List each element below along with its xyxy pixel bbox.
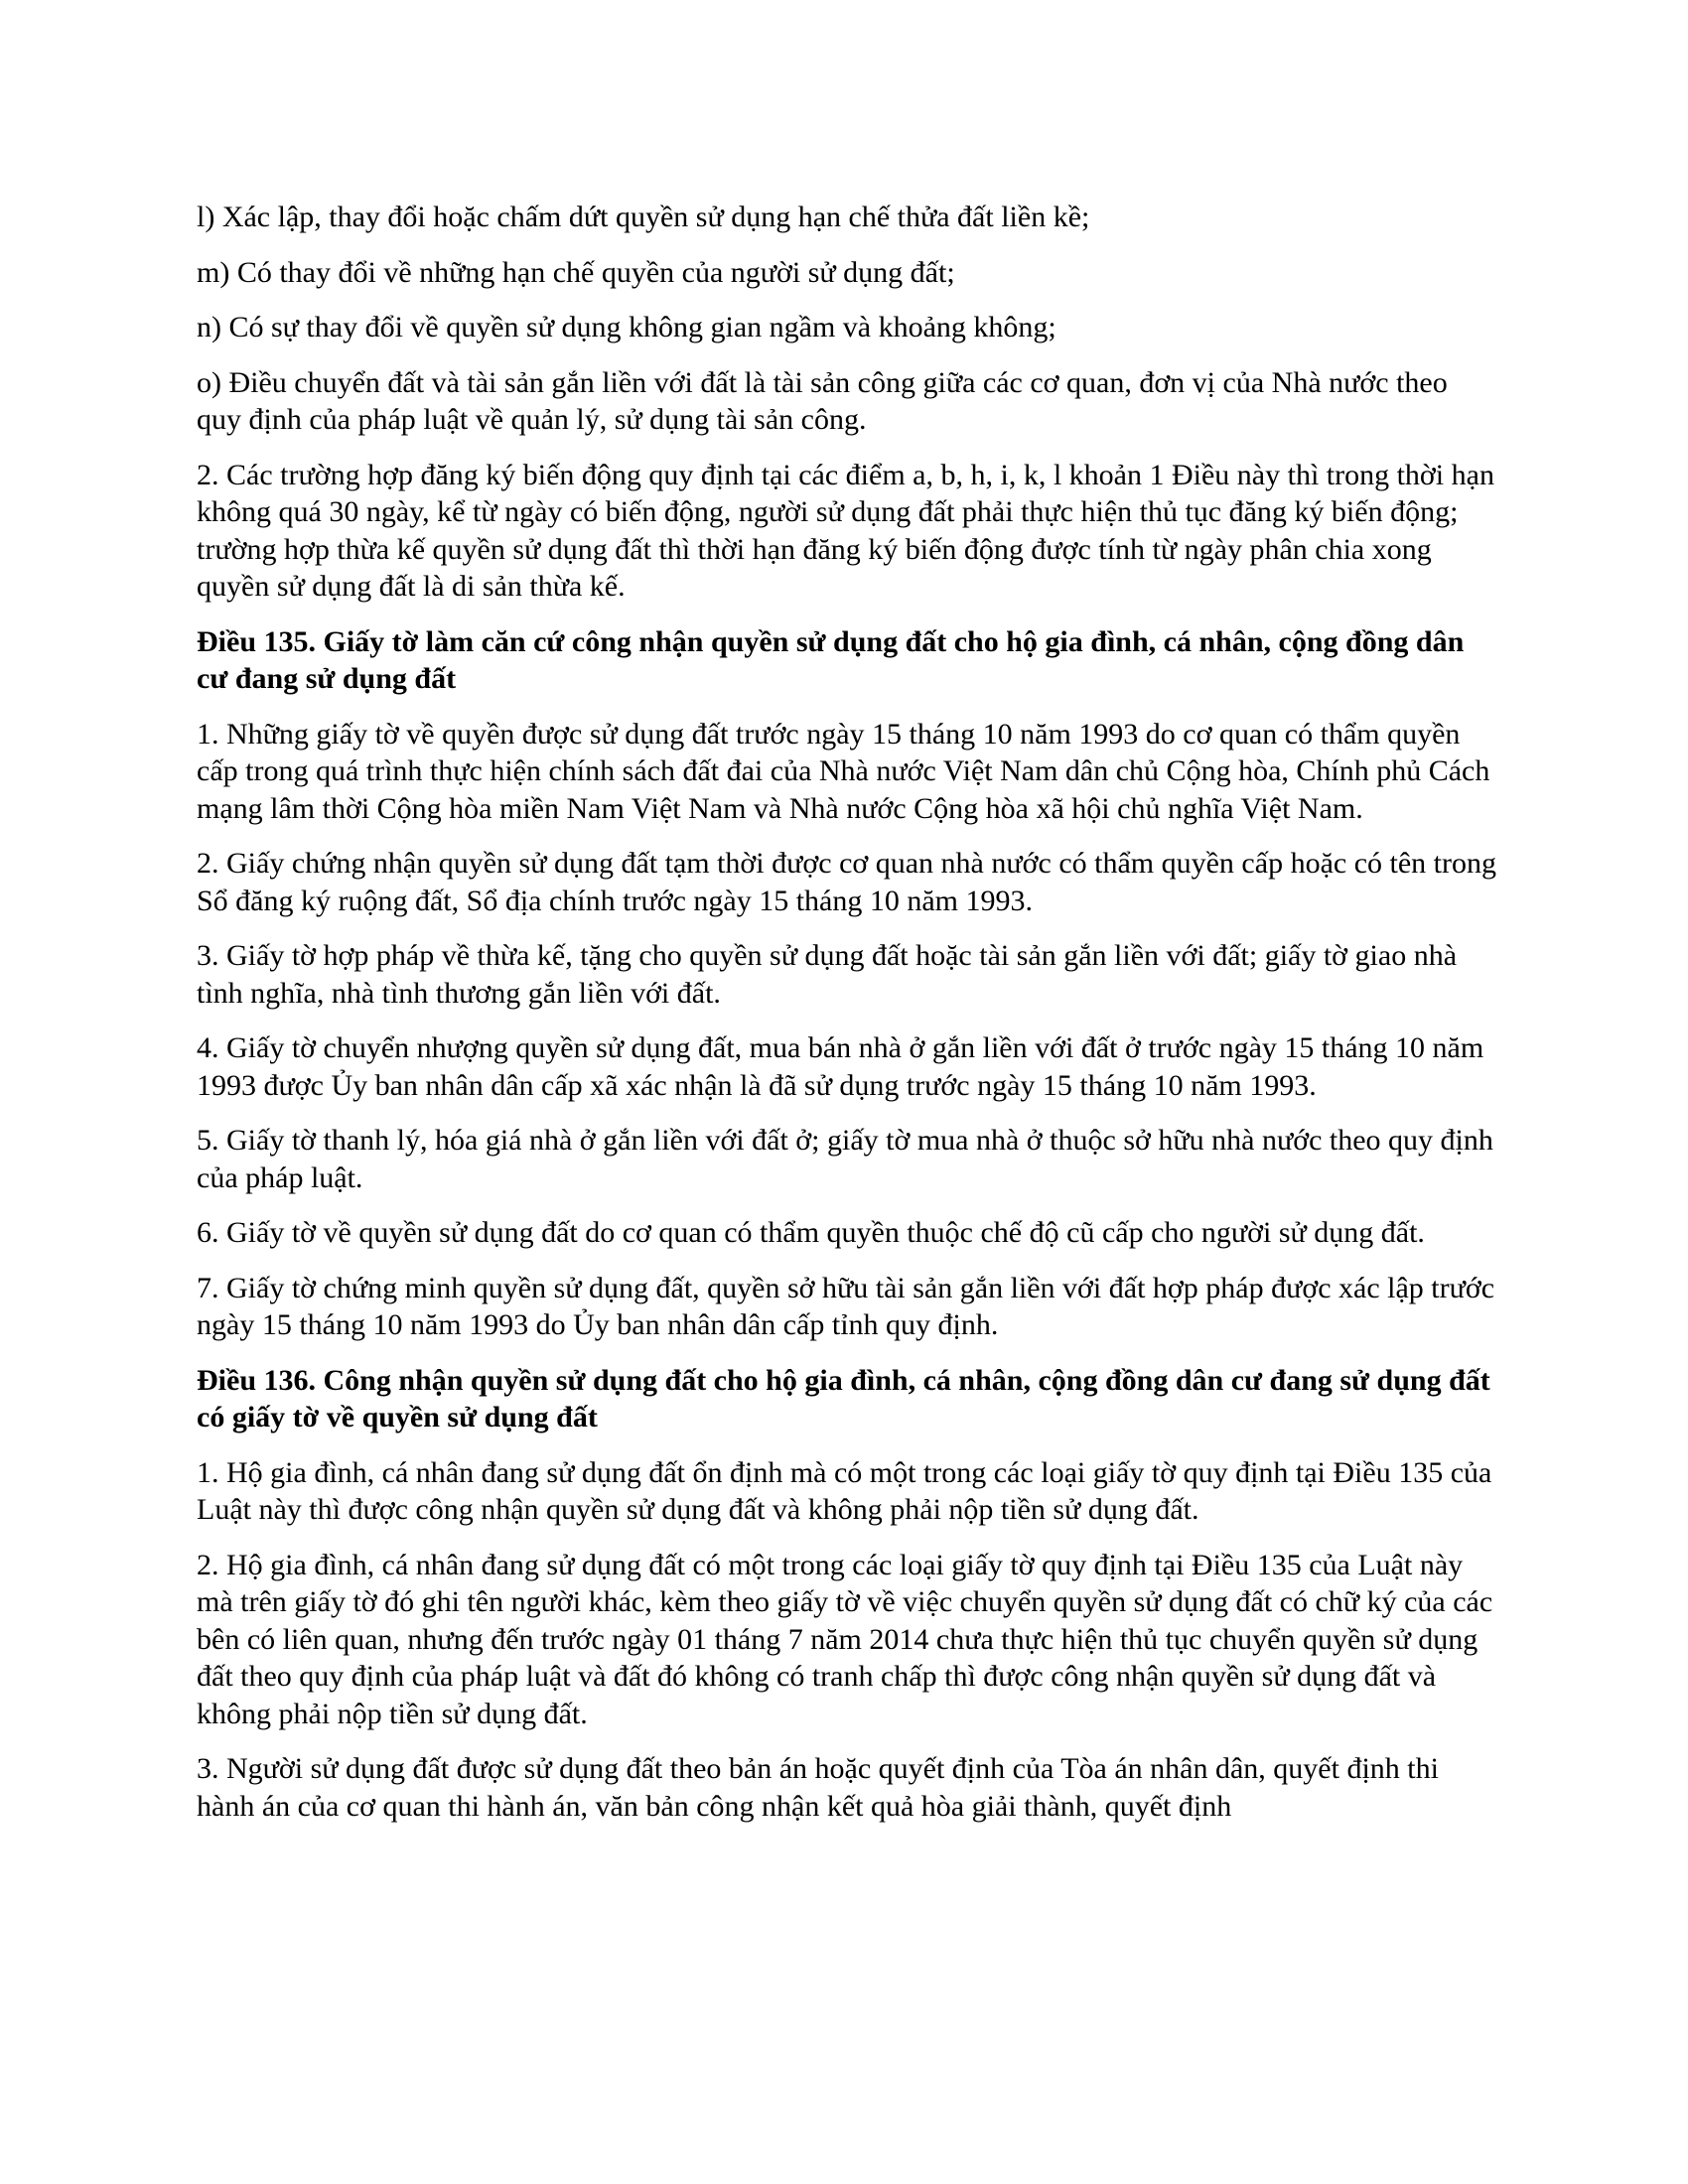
list-item-l: l) Xác lập, thay đổi hoặc chấm dứt quyền sử dụng hạn chế thửa đất liền kề; [197,201,1090,233]
article-136-clause-3: 3. Người sử dụng đất được sử dụng đất theo bản án hoặc quyết định của Tòa án nhân dân, quyết định thi hành án của cơ quan thi hành án, văn bản công nhận kết quả hòa giải thành, quyết định [197,1752,1439,1823]
article-135-clause-6: 6. Giấy tờ về quyền sử dụng đất do cơ quan có thẩm quyền thuộc chế độ cũ cấp cho người sử dụng đất. [197,1216,1425,1249]
article-135-clause-2: 2. Giấy chứng nhận quyền sử dụng đất tạm thời được cơ quan nhà nước có thẩm quyền cấp hoặc có tên trong Sổ đăng ký ruộng đất, Sổ địa chính trước ngày 15 tháng 10 năm 1993. [197,847,1496,917]
list-item-o: o) Điều chuyển đất và tài sản gắn liền với đất là tài sản công giữa các cơ quan, đơn vị của Nhà nước theo quy định của pháp luật về quản lý, sử dụng tài sản công. [197,365,1448,436]
list-item-n: n) Có sự thay đổi về quyền sử dụng không gian ngầm và khoảng không; [197,311,1056,343]
article-136-clause-1: 1. Hộ gia đình, cá nhân đang sử dụng đất ổn định mà có một trong các loại giấy tờ quy định tại Điều 135 của Luật này thì được công nhận quyền sử dụng đất và không phải nộp tiền sử dụng đất. [197,1455,1492,1526]
clause-2-registration-deadline: 2. Các trường hợp đăng ký biến động quy định tại các điểm a, b, h, i, k, l khoản 1 Điều này thì trong thời hạn không quá 30 ngày, kể từ ngày có biến động, người sử dụng đất phải thực hiện thủ tục đăng ký biến động; trường hợp thừa kế quyền sử dụng đất thì thời hạn đăng ký biến động được tính từ ngày phân chia xong quyền sử dụng đất là di sản thừa kế. [197,458,1494,603]
article-136-heading: Điều 136. Công nhận quyền sử dụng đất cho hộ gia đình, cá nhân, cộng đồng dân cư đang sử dụng đất có giấy tờ về quyền sử dụng đất [197,1363,1490,1433]
article-135-clause-5: 5. Giấy tờ thanh lý, hóa giá nhà ở gắn liền với đất ở; giấy tờ mua nhà ở thuộc sở hữu nhà nước theo quy định của pháp luật. [197,1124,1493,1194]
article-135-clause-1: 1. Những giấy tờ về quyền được sử dụng đất trước ngày 15 tháng 10 năm 1993 do cơ quan có thẩm quyền cấp trong quá trình thực hiện chính sách đất đai của Nhà nước Việt Nam dân chủ Cộng hòa, Chính phủ Cách mạng lâm thời Cộng hòa miền Nam Việt Nam và Nhà nước Cộng hòa xã hội chủ nghĩa Việt Nam. [197,717,1490,825]
article-135-clause-7: 7. Giấy tờ chứng minh quyền sử dụng đất, quyền sở hữu tài sản gắn liền với đất hợp pháp được xác lập trước ngày 15 tháng 10 năm 1993 do Ủy ban nhân dân cấp tỉnh quy định. [197,1271,1495,1341]
list-item-m: m) Có thay đổi về những hạn chế quyền của người sử dụng đất; [197,255,955,289]
article-135-heading: Điều 135. Giấy tờ làm căn cứ công nhận quyền sử dụng đất cho hộ gia đình, cá nhân, cộng đồng dân cư đang sử dụng đất [197,624,1465,695]
document-page [197,199,1497,1843]
article-135-clause-3: 3. Giấy tờ hợp pháp về thừa kế, tặng cho quyền sử dụng đất hoặc tài sản gắn liền với đất; giấy tờ giao nhà tình nghĩa, nhà tình thương gắn liền với đất. [197,939,1458,1010]
article-135-clause-4: 4. Giấy tờ chuyển nhượng quyền sử dụng đất, mua bán nhà ở gắn liền với đất ở trước ngày 15 tháng 10 năm 1993 được Ủy ban nhân dân cấp xã xác nhận là đã sử dụng trước ngày 15 tháng 10 năm 1993. [197,1031,1484,1102]
article-136-clause-2: 2. Hộ gia đình, cá nhân đang sử dụng đất có một trong các loại giấy tờ quy định tại Điều 135 của Luật này mà trên giấy tờ đó ghi tên người khác, kèm theo giấy tờ về việc chuyển quyền sử dụng đất có chữ ký của các bên có liên quan, nhưng đến trước ngày 01 tháng 7 năm 2014 chưa thực hiện thủ tục chuyển quyền sử dụng đất theo quy định của pháp luật và đất đó không có tranh chấp thì được công nhận quyền sử dụng đất và không phải nộp tiền sử dụng đất. [197,1548,1493,1730]
